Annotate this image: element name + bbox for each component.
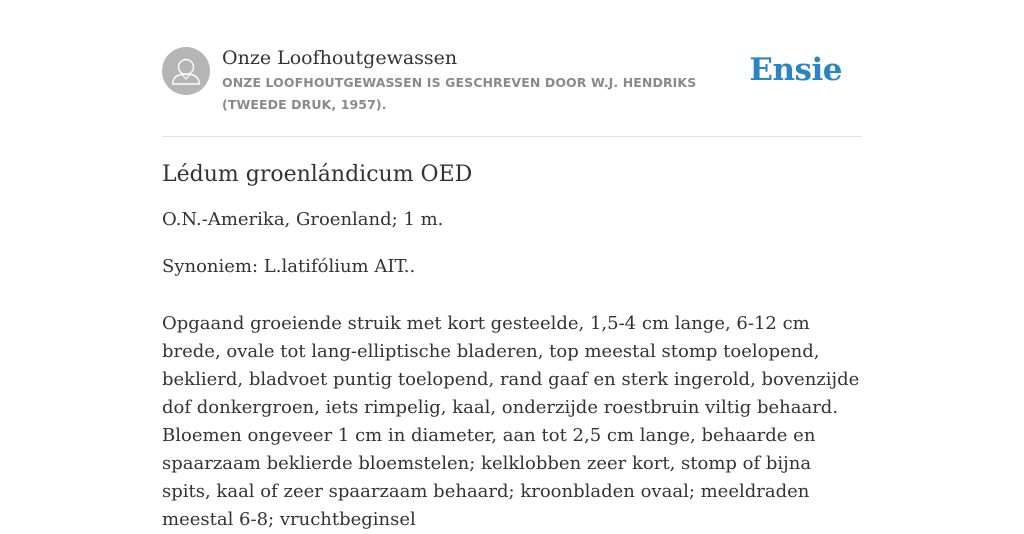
source-header	[162, 44, 862, 137]
entry-title: Lédum groenlándicum OED	[162, 162, 473, 187]
synonyms-text: Synoniem: L.latifólium AIT..	[162, 256, 416, 277]
source-description: ONZE LOOFHOUTGEWASSEN IS GESCHREVEN DOOR W.J. HENDRIKS (TWEEDE DRUK, 1957).	[222, 75, 697, 112]
description-paragraph: Opgaand groeiende struik met kort gesteelde, 1,5-4 cm lange, 6-12 cm brede, ovale tot lang-elliptische bladeren, top meestal stomp toelopend, beklierd, bladvoet puntig toelopend, rand gaaf en sterk ingerold, bovenzijde dof donkergroen, iets rimpelig, kaal, onderzijde roestbruin viltig behaard. Bloemen ongeveer 1 cm in diameter, aan tot 2,5 cm lange, behaarde en spaarzaam beklierde bloemstelen; kelklobben zeer kort, stomp of bijna spits, kaal of zeer spaarzaam behaard; kroonbladen ovaal; meeldraden meestal 6-8; vruchtbeginsel	[162, 313, 860, 530]
article	[162, 158, 862, 534]
distribution-text: O.N.-Amerika, Groenland; 1 m.	[162, 209, 444, 230]
ensie-logo[interactable]: Ensie	[749, 52, 842, 88]
user-placeholder-icon	[162, 47, 210, 95]
source-title[interactable]: Onze Loofhoutgewassen	[222, 47, 458, 69]
